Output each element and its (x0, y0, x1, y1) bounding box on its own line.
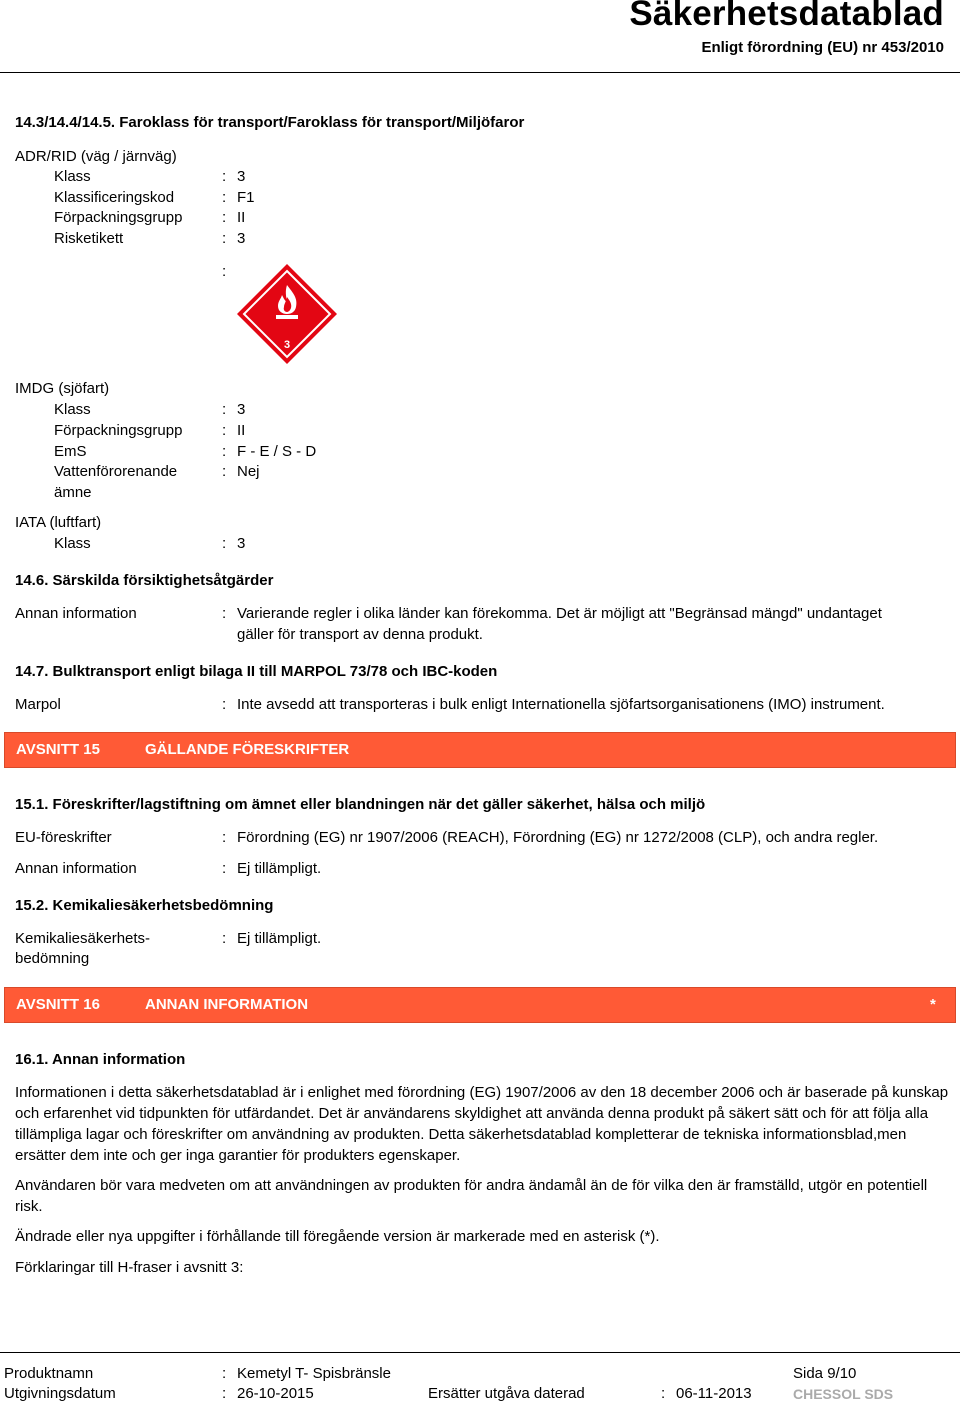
s15-annan-information-value: Ej tillämpligt. (237, 860, 322, 877)
imdg-ems-label: EmS (54, 443, 87, 460)
imdg-forpackningsgrupp-label: Förpackningsgrupp (54, 422, 183, 439)
imdg-vattenfororenande-label-line2: ämne (54, 484, 92, 501)
hazard-pictogram (236, 263, 338, 365)
kemikaliesakerhet-value: Ej tillämpligt. (237, 930, 322, 947)
adr-forpackningsgrupp-label: Förpackningsgrupp (54, 209, 183, 226)
adr-klassificeringskod-value: F1 (237, 189, 255, 206)
footer-product-value: Kemetyl T- Spisbränsle (237, 1365, 391, 1382)
section-14-7-heading: 14.7. Bulktransport enligt bilaga II till MARPOL 73/78 och IBC-koden (15, 663, 498, 680)
adr-forpackningsgrupp-value: II (237, 209, 246, 226)
iata-klass-colon: : (222, 535, 227, 552)
section-16-1-heading: 16.1. Annan information (15, 1051, 186, 1068)
eu-foreskrifter-label: EU-föreskrifter (15, 829, 112, 846)
adr-forpackningsgrupp-colon: : (222, 209, 227, 226)
pictogram-number: 3 (283, 339, 291, 351)
adr-risketikett-colon: : (222, 230, 227, 247)
imdg-vattenfororenande-label: Vattenförorenande (54, 463, 178, 480)
marpol-colon: : (222, 696, 227, 713)
s14-6-colon: : (222, 605, 227, 622)
imdg-klass-colon: : (222, 401, 227, 418)
section-16-paragraph-3: Ändrade eller nya uppgifter i förhållande till föregående version är markerade med en asterisk (*). (15, 1228, 660, 1245)
marpol-label: Marpol (15, 696, 61, 713)
document-subtitle: Enligt förordning (EU) nr 453/2010 (701, 39, 944, 56)
section-16-change-marker: * (930, 996, 936, 1013)
marpol-value: Inte avsedd att transporteras i bulk enligt Internationella sjöfartsorganisationens (IMO) instrument. (237, 696, 885, 713)
imdg-ems-colon: : (222, 443, 227, 460)
section-16-paragraph-4: Förklaringar till H-fraser i avsnitt 3: (15, 1259, 244, 1276)
imdg-forpackningsgrupp-value: II (237, 422, 246, 439)
footer-replaces-label: Ersätter utgåva daterad (428, 1385, 585, 1402)
footer-product-label: Produktnamn (4, 1365, 94, 1382)
s14-6-value-line1: Varierande regler i olika länder kan förekomma. Det är möjligt att "Begränsad mängd" undantaget (237, 605, 882, 622)
footer-replaces-value: 06-11-2013 (676, 1385, 752, 1402)
footer-divider (0, 1352, 960, 1353)
section-15-1-heading: 15.1. Föreskrifter/lagstiftning om ämnet eller blandningen när det gäller säkerhet, hälsa och miljö (15, 796, 706, 813)
document-title: Säkerhetsdatablad (629, 0, 944, 33)
section-16-banner (4, 987, 956, 1023)
adr-risketikett-value: 3 (237, 230, 246, 247)
iata-klass-value: 3 (237, 535, 246, 552)
footer-issue-value: 26-10-2015 (237, 1385, 314, 1402)
section-14-6-heading: 14.6. Särskilda försiktighetsåtgärder (15, 572, 274, 589)
kemikaliesakerhet-label-line2: bedömning (15, 950, 90, 967)
section-16-number: AVSNITT 16 (16, 996, 100, 1013)
imdg-ems-value: F - E / S - D (237, 443, 317, 460)
kemikaliesakerhet-colon: : (222, 930, 227, 947)
adr-klass-label: Klass (54, 168, 91, 185)
iata-title: IATA (luftfart) (15, 514, 102, 531)
imdg-klass-label: Klass (54, 401, 91, 418)
footer-page-number: Sida 9/10 (793, 1365, 857, 1382)
section-15-title: GÄLLANDE FÖRESKRIFTER (145, 741, 350, 758)
s14-6-annan-information-label: Annan information (15, 605, 137, 622)
section-15-2-heading: 15.2. Kemikaliesäkerhetsbedömning (15, 897, 274, 914)
kemikaliesakerhet-label: Kemikaliesäkerhets- (15, 930, 151, 947)
footer-product-colon: : (222, 1365, 227, 1382)
s14-6-value-line2: gäller för transport av denna produkt. (237, 626, 483, 643)
adr-risketikett-label: Risketikett (54, 230, 124, 247)
eu-foreskrifter-value: Förordning (EG) nr 1907/2006 (REACH), Förordning (EG) nr 1272/2008 (CLP), och andra regler. (237, 829, 879, 846)
adr-klass-value: 3 (237, 168, 246, 185)
eu-foreskrifter-colon: : (222, 829, 227, 846)
section-14-3-heading: 14.3/14.4/14.5. Faroklass för transport/Faroklass för transport/Miljöfaror (15, 114, 525, 131)
adr-title: ADR/RID (väg / järnväg) (15, 148, 177, 165)
s15-annan-information-label: Annan information (15, 860, 137, 877)
footer-issue-colon: : (222, 1385, 227, 1402)
imdg-klass-value: 3 (237, 401, 246, 418)
imdg-title: IMDG (sjöfart) (15, 380, 110, 397)
imdg-vattenfororenande-value: Nej (237, 463, 260, 480)
pictogram-colon: : (222, 263, 227, 280)
section-16-paragraph-1: Informationen i detta säkerhetsdatablad är i enlighet med förordning (EG) 1907/2006 av den 18 december 2006 och är baserade på kunskap och erfarenhet vid tidpunkten för utfärdandet. Det är användarens skyldighet att använda denna produkt på säkert sätt och för att följa alla tillämpliga lagar och föreskrifter om användning av produkten. Detta säkerhetsdatablad kompletterar de tekniska informationsblad,men ersätter dem inte och ger inga garantier för produkters egenskaper. (15, 1084, 949, 1164)
section-16-title: ANNAN INFORMATION (145, 996, 309, 1013)
footer-brand: CHESSOL SDS (793, 1386, 894, 1402)
section-15-number: AVSNITT 15 (16, 741, 100, 758)
footer-issue-label: Utgivningsdatum (4, 1385, 116, 1402)
footer-replaces-colon: : (661, 1385, 666, 1402)
adr-klassificeringskod-colon: : (222, 189, 227, 206)
s15-annan-information-colon: : (222, 860, 227, 877)
imdg-vattenfororenande-colon: : (222, 463, 227, 480)
section-16-paragraph-2: Användaren bör vara medveten om att användningen av produkten för andra ändamål än de för vilka den är framställd, utgör en potentiell risk. (15, 1177, 928, 1215)
header-divider (0, 72, 960, 73)
adr-klass-colon: : (222, 168, 227, 185)
adr-klassificeringskod-label: Klassificeringskod (54, 189, 175, 206)
section-15-banner (4, 732, 956, 768)
iata-klass-label: Klass (54, 535, 91, 552)
imdg-forpackningsgrupp-colon: : (222, 422, 227, 439)
